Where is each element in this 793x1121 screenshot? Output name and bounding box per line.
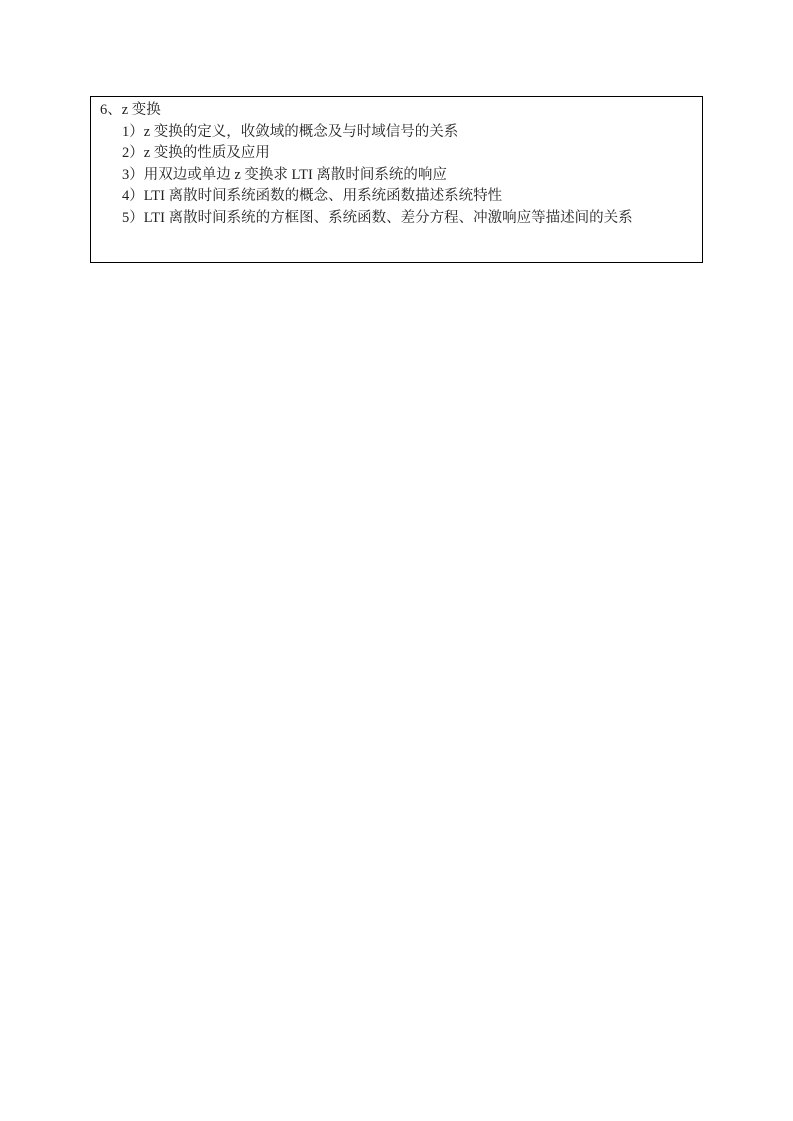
section-item-4: 4）LTI 离散时间系统函数的概念、用系统函数描述系统特性 [122, 188, 503, 205]
section-item-2: 2）z 变换的性质及应用 [122, 145, 270, 162]
section-item-1: 1）z 变换的定义，收敛域的概念及与时域信号的关系 [122, 123, 459, 140]
section-heading: 6、z 变换 [100, 102, 161, 118]
section-item-5: 5）LTI 离散时间系统的方框图、系统函数、差分方程、冲激响应等描述间的关系 [122, 209, 633, 226]
section-item-3: 3）用双边或单边 z 变换求 LTI 离散时间系统的响应 [122, 166, 447, 183]
z-transform-section-box [90, 96, 703, 263]
